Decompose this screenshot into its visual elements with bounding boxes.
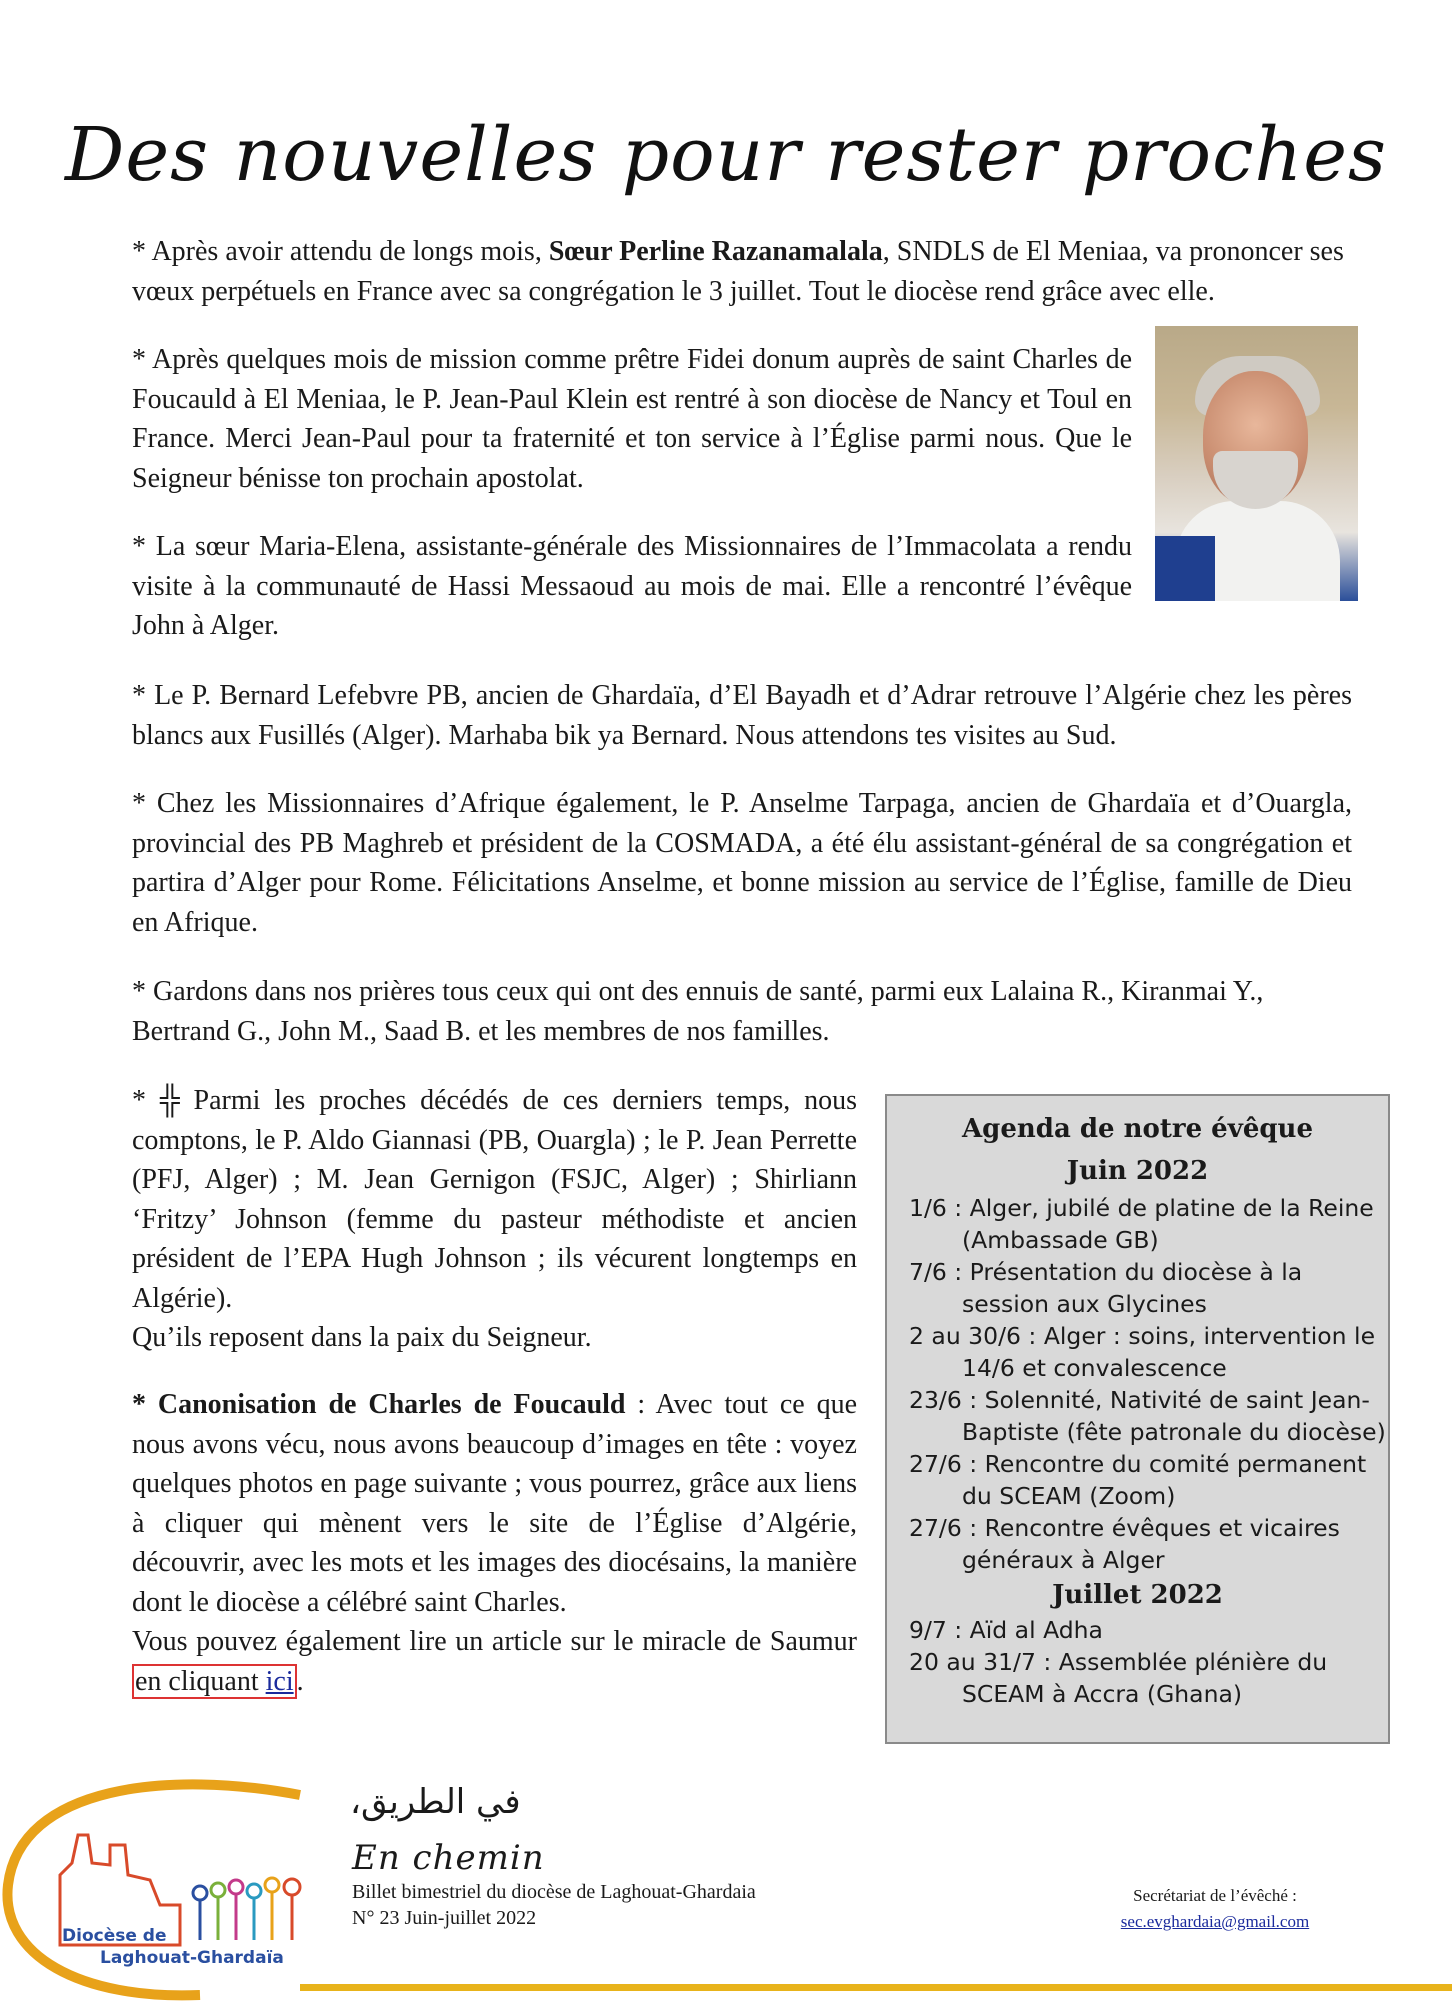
- agenda-heading: Agenda de notre évêque: [961, 1114, 1313, 1144]
- deceased-text: * ╬ Parmi les proches décédés de ces derniers temps, nous comptons, le P. Aldo Giannasi (PB, Ouargla) ; le P. Jean Perrette (PFJ, Alger) ; M. Jean Gernigon (FSJC, Alger) ; Shirliann ‘Fritzy’ Johnson (femme du pasteur méthodiste et ancien président de l’EPA Hugh Johnson ; ils vécurent longtemps en Algérie).: [132, 1085, 857, 1314]
- portrait-photo: [1155, 326, 1358, 601]
- news-item-maria-elena: * La sœur Maria-Elena, assistante-générale des Missionnaires de l’Immacolata a rendu visite à la communauté de Hassi Messaoud au mois de mai. Elle a rencontré l’évêque John à Alger.: [132, 531, 1132, 641]
- footer-line-1: Billet bimestriel du diocèse de Laghouat-Ghardaia: [352, 1881, 756, 1903]
- news-item-prayers: * Gardons dans nos prières tous ceux qui ont des ennuis de santé, parmi eux Lalaina R., Kiranmai Y., Bertrand G., John M., Saad B. et les membres de nos familles.: [132, 976, 1264, 1047]
- agenda-item: 20 au 31/7 : Assemblée plénière du SCEAM à Accra (Ghana): [909, 1648, 1328, 1708]
- footer-title: En chemin: [352, 1838, 545, 1878]
- secretariat-label: Secrétariat de l’évêché :: [1133, 1886, 1297, 1905]
- photo-blue-cloth: [1155, 536, 1215, 601]
- news-text: , SNDLS de El Meniaa, va prononcer ses vœux perpétuels en France avec sa congrégation le 3 juillet. Tout le diocèse rend grâce avec elle.: [132, 236, 1344, 307]
- saumur-link[interactable]: [132, 1664, 297, 1699]
- canonisation-heading: * Canonisation de Charles de Foucauld: [132, 1389, 626, 1420]
- agenda-box: [885, 1094, 1390, 1744]
- footer-arabic-title: في الطريق،: [350, 1782, 521, 1822]
- news-item-perline: [132, 232, 1352, 311]
- saumur-period: .: [296, 1665, 304, 1697]
- news-item-klein: * Après quelques mois de mission comme prêtre Fidei donum auprès de saint Charles de Foucauld à El Meniaa, le P. Jean-Paul Klein est rentré à son diocèse de Nancy et Toul en France. Merci Jean-Paul pour ta fraternité et ton service à l’Église parmi nous. Que le Seigneur bénisse ton prochain apostolat.: [132, 344, 1132, 494]
- logo-text-2: Laghouat-Ghardaïa: [100, 1948, 284, 1968]
- footer-line-2: N° 23 Juin-juillet 2022: [352, 1907, 537, 1929]
- agenda-item: 27/6 : Rencontre évêques et vicaires généraux à Alger: [909, 1514, 1340, 1574]
- agenda-item: 1/6 : Alger, jubilé de platine de la Reine (Ambassade GB): [909, 1194, 1374, 1254]
- news-item-tarpaga: * Chez les Missionnaires d’Afrique également, le P. Anselme Tarpaga, ancien de Ghardaïa et d’Ouargla, provincial des PB Maghreb et président de la COSMADA, a été élu assistant-général de sa congrégation et partira d’Alger pour Rome. Félicitations Anselme, et bonne mission au service de l’Église, famille de Dieu en Afrique.: [132, 788, 1352, 938]
- agenda-item: 2 au 30/6 : Alger : soins, intervention le 14/6 et convalescence: [909, 1322, 1376, 1382]
- news-text: * Après avoir attendu de longs mois,: [132, 236, 549, 267]
- footer-secretariat: [1050, 1883, 1380, 1935]
- footer-subtitle: [352, 1879, 756, 1931]
- page-title: Des nouvelles pour rester proches: [65, 112, 1387, 198]
- saumur-link-text[interactable]: en cliquant: [135, 1665, 266, 1697]
- news-bold-name: Sœur Perline Razanamalala: [548, 236, 883, 267]
- deceased-prayer: Qu’ils reposent dans la paix du Seigneur.: [132, 1322, 592, 1353]
- saumur-text: Vous pouvez également lire un article sur le miracle de Saumur: [132, 1626, 857, 1657]
- agenda-month-june: Juin 2022: [1066, 1156, 1209, 1186]
- secretariat-email-link[interactable]: sec.evghardaia@gmail.com: [1120, 1912, 1310, 1931]
- agenda-month-july: Juillet 2022: [1052, 1580, 1223, 1610]
- diocese-logo: [0, 1775, 335, 2005]
- agenda-item: 9/7 : Aïd al Adha: [909, 1616, 1103, 1644]
- agenda-item: 23/6 : Solennité, Nativité de saint Jean-Baptiste (fête patronale du diocèse): [909, 1386, 1386, 1446]
- news-item-deceased: [132, 1081, 857, 1358]
- footer-bar: [300, 1984, 1452, 1991]
- canonisation-text: : Avec tout ce que nous avons vécu, nous avons beaucoup d’images en tête : voyez quelques photos en page suivante ; vous pourrez, grâce aux liens à cliquer qui mènent vers le site de l’Église d’Algérie, découvrir, avec les mots et les images des diocésains, la manière dont le diocèse a célébré saint Charles.: [132, 1389, 857, 1618]
- news-item-canonisation: [132, 1385, 857, 1701]
- agenda-item: 7/6 : Présentation du diocèse à la session aux Glycines: [909, 1258, 1303, 1318]
- logo-text-1: Diocèse de: [62, 1926, 167, 1946]
- news-item-lefebvre: * Le P. Bernard Lefebvre PB, ancien de Ghardaïa, d’El Bayadh et d’Adrar retrouve l’Algérie chez les pères blancs aux Fusillés (Alger). Marhaba bik ya Bernard. Nous attendons tes visites au Sud.: [132, 680, 1352, 751]
- ici-link[interactable]: ici: [265, 1665, 294, 1697]
- agenda-item: 27/6 : Rencontre du comité permanent du SCEAM (Zoom): [909, 1450, 1367, 1510]
